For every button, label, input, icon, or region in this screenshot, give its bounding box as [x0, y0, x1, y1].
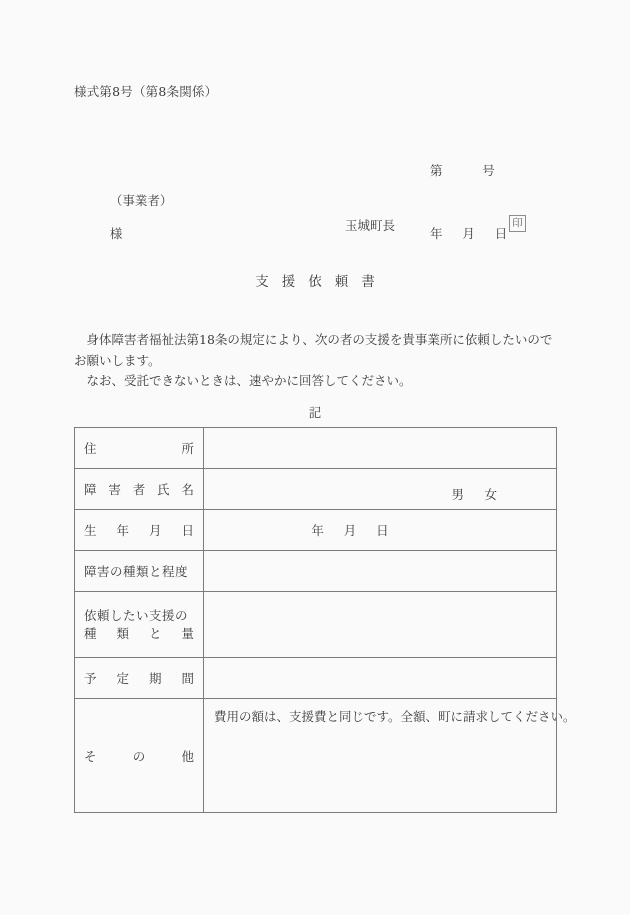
- row-value-address[interactable]: [204, 428, 557, 469]
- row-value-birthdate[interactable]: [204, 510, 557, 551]
- table-row: [75, 469, 557, 510]
- table-row: [75, 428, 557, 469]
- label-text: 生 年 月 日: [84, 523, 194, 538]
- table-row: [75, 699, 557, 813]
- row-value-period[interactable]: [204, 658, 557, 699]
- row-label-address: [75, 428, 204, 469]
- row-value-person-name[interactable]: [204, 469, 557, 510]
- addressee-line: [94, 176, 172, 257]
- row-label-other: [75, 699, 204, 813]
- issuer-name: 玉城町長: [345, 218, 396, 233]
- row-value-disability-type[interactable]: [204, 551, 557, 592]
- row-label-support-kind: [75, 592, 204, 658]
- row-value-other[interactable]: [204, 699, 576, 813]
- body-paragraph-1: 身体障害者福祉法第18条の規定により、次の者の支援を貴事業所に依頼したいのでお願いします。: [74, 332, 553, 368]
- seal-stamp-icon: 印: [509, 215, 526, 232]
- table-row: [75, 592, 557, 658]
- form-number: 様式第8号（第8条関係）: [74, 84, 218, 99]
- document-number-line: 第 号: [430, 163, 495, 178]
- row-label-disability-type: [75, 551, 204, 592]
- label-text: 予 定 期 間: [84, 671, 194, 686]
- addressee-target: （事業者）: [109, 193, 173, 208]
- table-row: [75, 510, 557, 551]
- body-text: [74, 330, 558, 392]
- table-row: [75, 658, 557, 699]
- record-marker: 記: [308, 405, 322, 420]
- label-text-line2: 種 類 と 量: [84, 625, 194, 641]
- other-note-value: 費用の額は、支援費と同じです。全額、町に請求してください。: [214, 709, 576, 724]
- row-label-person-name: [75, 469, 204, 510]
- row-label-birthdate: [75, 510, 204, 551]
- birthdate-value: 年 月 日: [311, 523, 389, 538]
- label-text: 障 害 者 氏 名: [84, 482, 194, 497]
- support-request-table: [74, 427, 576, 813]
- document-date-line: 年 月 日: [430, 226, 508, 241]
- body-paragraph-2: なお、受託できないときは、速やかに回答してください。: [86, 373, 412, 388]
- label-text: 依頼したい支援の 種 類 と 量: [84, 607, 194, 641]
- gender-options[interactable]: 男 女: [451, 487, 501, 502]
- label-text: そ の 他: [84, 748, 194, 764]
- document-meta-block: [430, 118, 507, 286]
- row-value-support-kind[interactable]: [204, 592, 557, 658]
- addressee-honorific: 様: [109, 226, 123, 241]
- row-label-period: [75, 658, 204, 699]
- label-text: 住 所: [84, 441, 194, 456]
- label-text: 障害の種類と程度: [84, 564, 189, 579]
- issuer-row: [345, 215, 535, 235]
- page-title: 支援依頼書: [255, 274, 388, 290]
- table-row: [75, 551, 557, 592]
